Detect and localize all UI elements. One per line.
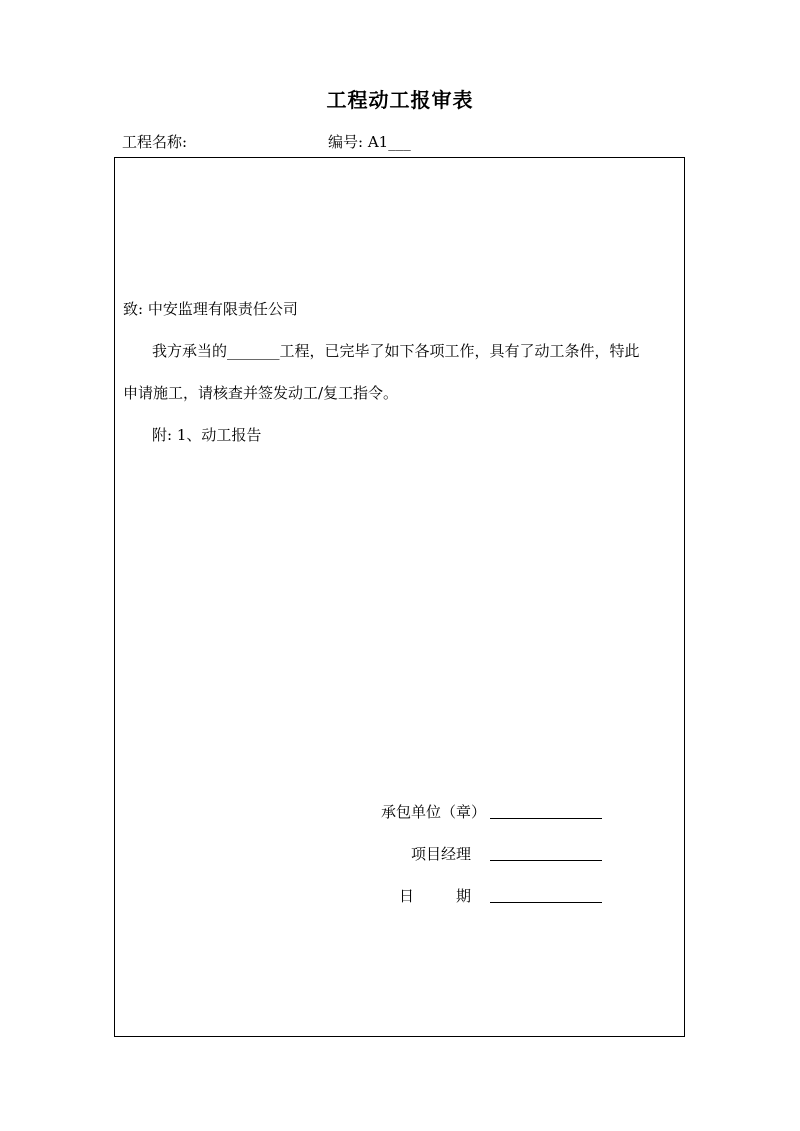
attachment-line: 附: 1、动工报告 bbox=[152, 426, 262, 444]
header-meta-row bbox=[122, 131, 682, 153]
date-label bbox=[399, 885, 471, 906]
project-manager-signature-line[interactable] bbox=[490, 860, 602, 861]
date-signature-line[interactable] bbox=[490, 902, 602, 903]
body-paragraph-line-1: 我方承当的_______工程，已完毕了如下各项工作，具有了动工条件，特此 bbox=[152, 342, 640, 360]
project-name-label: 工程名称: bbox=[122, 133, 188, 151]
document-number-label: 编号: A1___ bbox=[328, 133, 411, 151]
form-box bbox=[114, 157, 685, 1037]
document-title: 工程动工报审表 bbox=[326, 88, 474, 112]
date-label-part-2: 期 bbox=[455, 887, 471, 905]
contractor-signature-line[interactable] bbox=[490, 818, 602, 819]
body-paragraph-line-2: 申请施工，请核查并签发动工/复工指令。 bbox=[123, 384, 399, 402]
contractor-label: 承包单位（章） bbox=[380, 803, 486, 821]
addressee-line: 致: 中安监理有限责任公司 bbox=[123, 300, 298, 318]
project-manager-label: 项目经理 bbox=[410, 845, 471, 863]
date-label-part-1: 日 bbox=[398, 887, 414, 905]
